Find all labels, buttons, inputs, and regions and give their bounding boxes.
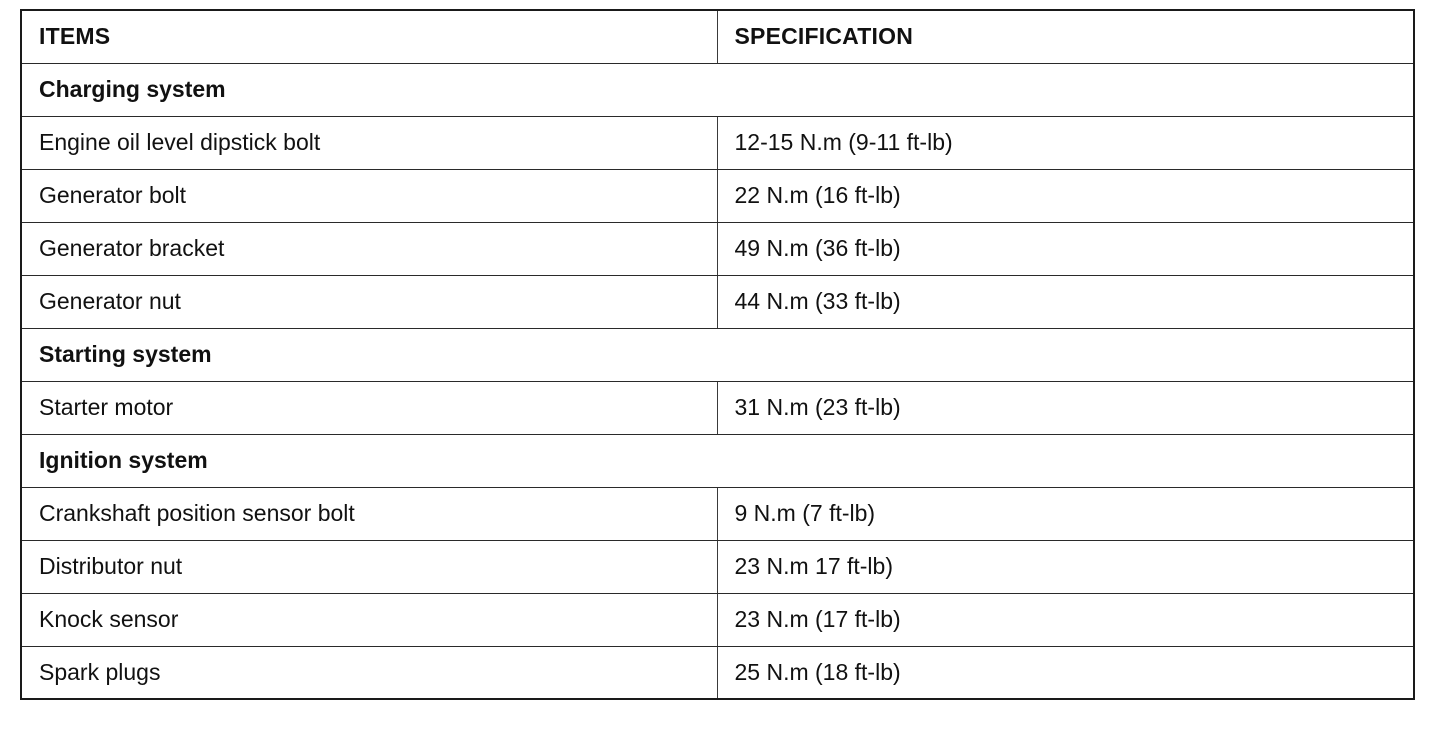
table-row — [21, 169, 1414, 222]
specification-cell: 9 N.m (7 ft-lb) — [717, 487, 1414, 540]
specification-cell: 44 N.m (33 ft-lb) — [717, 275, 1414, 328]
item-name-cell: Generator bracket — [21, 222, 717, 275]
table-row — [21, 646, 1414, 699]
specification-cell: 22 N.m (16 ft-lb) — [717, 169, 1414, 222]
section-heading: Charging system — [21, 63, 1414, 116]
section-row — [21, 328, 1414, 381]
table-body — [21, 63, 1414, 699]
header-specification: SPECIFICATION — [717, 10, 1414, 63]
specification-cell: 12-15 N.m (9-11 ft-lb) — [717, 116, 1414, 169]
item-name-cell: Engine oil level dipstick bolt — [21, 116, 717, 169]
item-name-cell: Generator nut — [21, 275, 717, 328]
header-items: ITEMS — [21, 10, 717, 63]
table-row — [21, 593, 1414, 646]
specification-cell: 25 N.m (18 ft-lb) — [734, 658, 901, 685]
table-row — [21, 381, 1414, 434]
item-name-cell: Spark plugs — [21, 646, 717, 699]
item-name-cell: Crankshaft position sensor bolt — [21, 487, 717, 540]
table-row — [21, 540, 1414, 593]
torque-spec-table — [20, 9, 1415, 700]
section-heading: Ignition system — [21, 434, 1414, 487]
item-name-cell: Generator bolt — [21, 169, 717, 222]
specification-cell: 31 N.m (23 ft-lb) — [717, 381, 1414, 434]
table-row — [21, 275, 1414, 328]
item-name-cell: Knock sensor — [21, 593, 717, 646]
specification-cell: 23 N.m 17 ft-lb) — [717, 540, 1414, 593]
table-row — [21, 222, 1414, 275]
specification-cell: 49 N.m (36 ft-lb) — [717, 222, 1414, 275]
section-heading: Starting system — [21, 328, 1414, 381]
table-row — [21, 116, 1414, 169]
item-name-cell: Distributor nut — [21, 540, 717, 593]
section-row — [21, 434, 1414, 487]
section-row — [21, 63, 1414, 116]
table-row — [21, 487, 1414, 540]
table-header — [21, 10, 1414, 63]
header-row — [21, 10, 1414, 63]
item-name-cell: Starter motor — [21, 381, 717, 434]
specification-cell: 23 N.m (17 ft-lb) — [717, 593, 1414, 646]
